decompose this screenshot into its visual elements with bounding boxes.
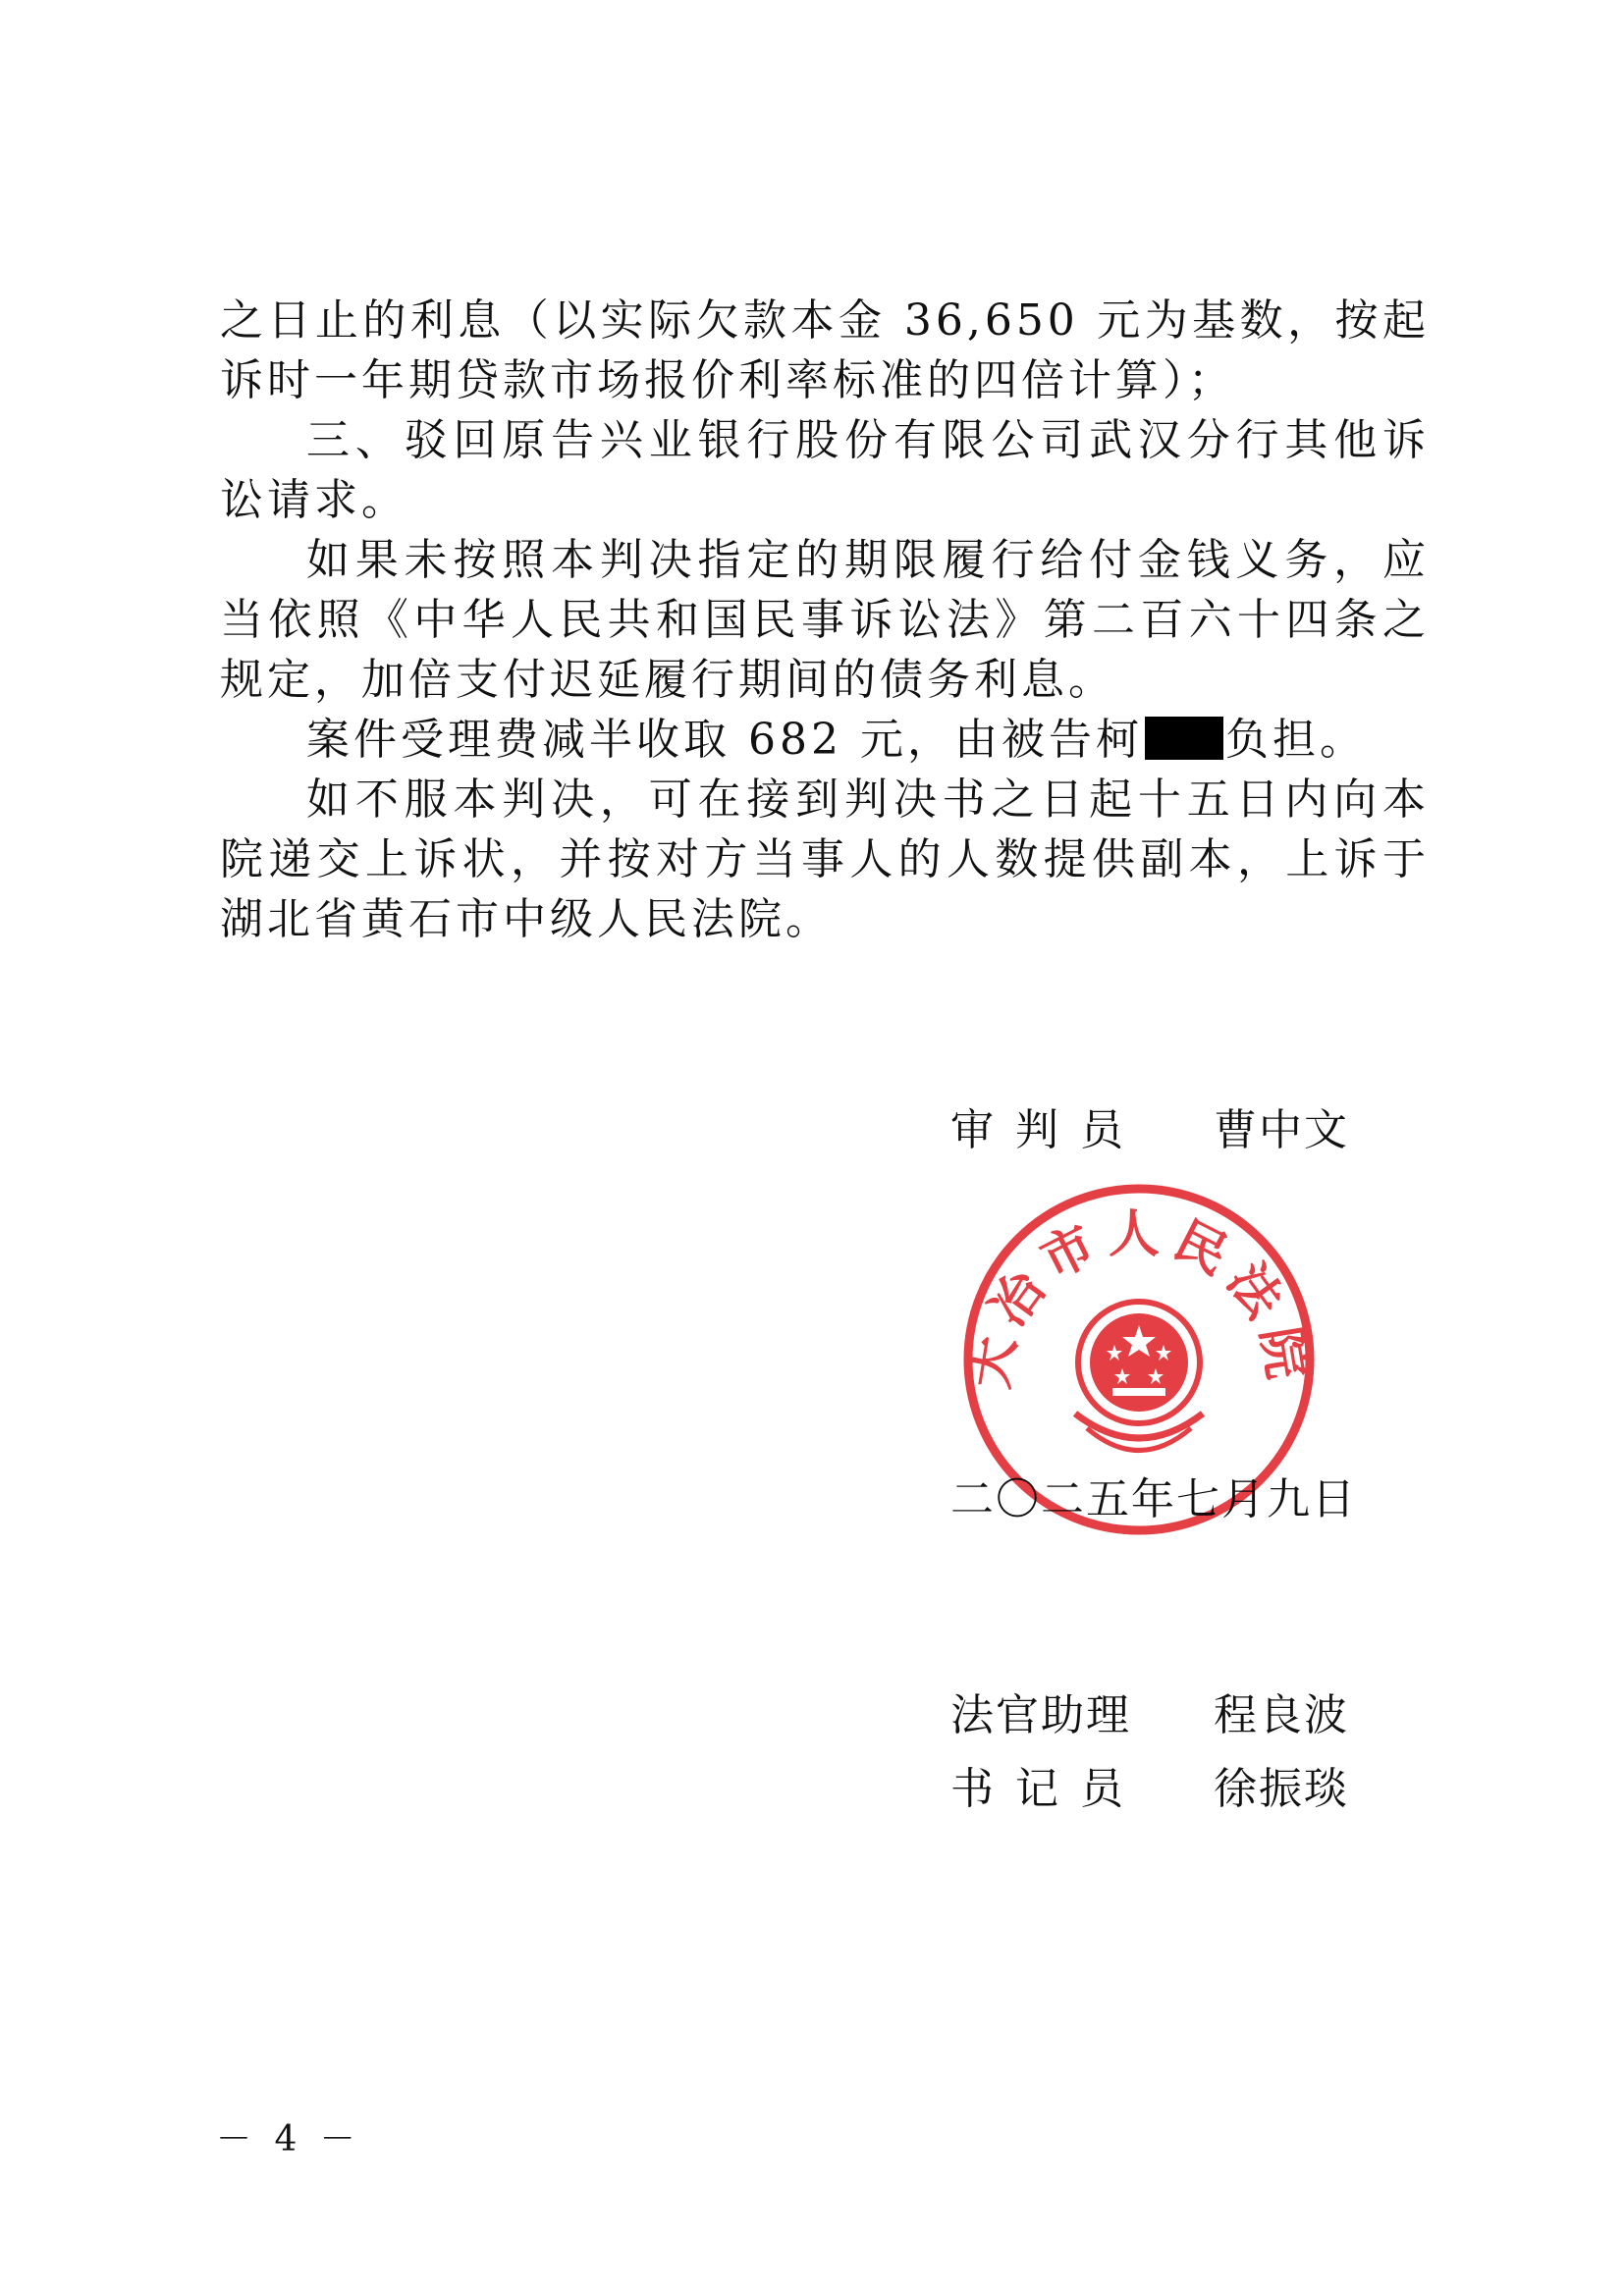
clerk-name: 徐振琰 — [1214, 1764, 1349, 1814]
court-seal — [957, 1178, 1321, 1541]
case-fee-text: 案件受理费减半收取 682 元，由被告柯 — [306, 715, 1143, 765]
assistant-role: 法官助理 — [950, 1690, 1131, 1740]
clerk-role: 书记员 — [950, 1764, 1145, 1814]
redaction-block — [1145, 717, 1223, 760]
judgment-body — [220, 291, 1430, 949]
paragraph-case-fee — [220, 710, 1430, 770]
assistant-name: 程良波 — [1214, 1690, 1349, 1740]
page-number: － 4 － — [216, 2119, 361, 2160]
judge-name: 曹中文 — [1214, 1105, 1349, 1155]
judge-role: 审判员 — [950, 1105, 1145, 1155]
paragraph-dismiss-claims: 三、驳回原告兴业银行股份有限公司武汉分行其他诉讼请求。 — [220, 415, 1430, 525]
paragraph-appeal: 如不服本判决，可在接到判决书之日起十五日内向本院递交上诉状，并按对方当事人的人数提供副本，上诉于湖北省黄石市中级人民法院。 — [220, 774, 1430, 944]
case-fee-text-end: 负担。 — [1224, 715, 1367, 765]
paragraph-interest: 之日止的利息（以实际欠款本金 36,650 元为基数，按起诉时一年期贷款市场报价利率标准的四倍计算）； — [220, 295, 1430, 405]
seal-text: 大冶市人民法院 — [959, 1204, 1319, 1393]
judgment-date: 二〇二五年七月九日 — [950, 1474, 1357, 1524]
paragraph-delay-interest: 如果未按照本判决指定的期限履行给付金钱义务，应当依照《中华人民共和国民事诉讼法》第二百六十四条之规定，加倍支付迟延履行期间的债务利息。 — [220, 535, 1430, 705]
